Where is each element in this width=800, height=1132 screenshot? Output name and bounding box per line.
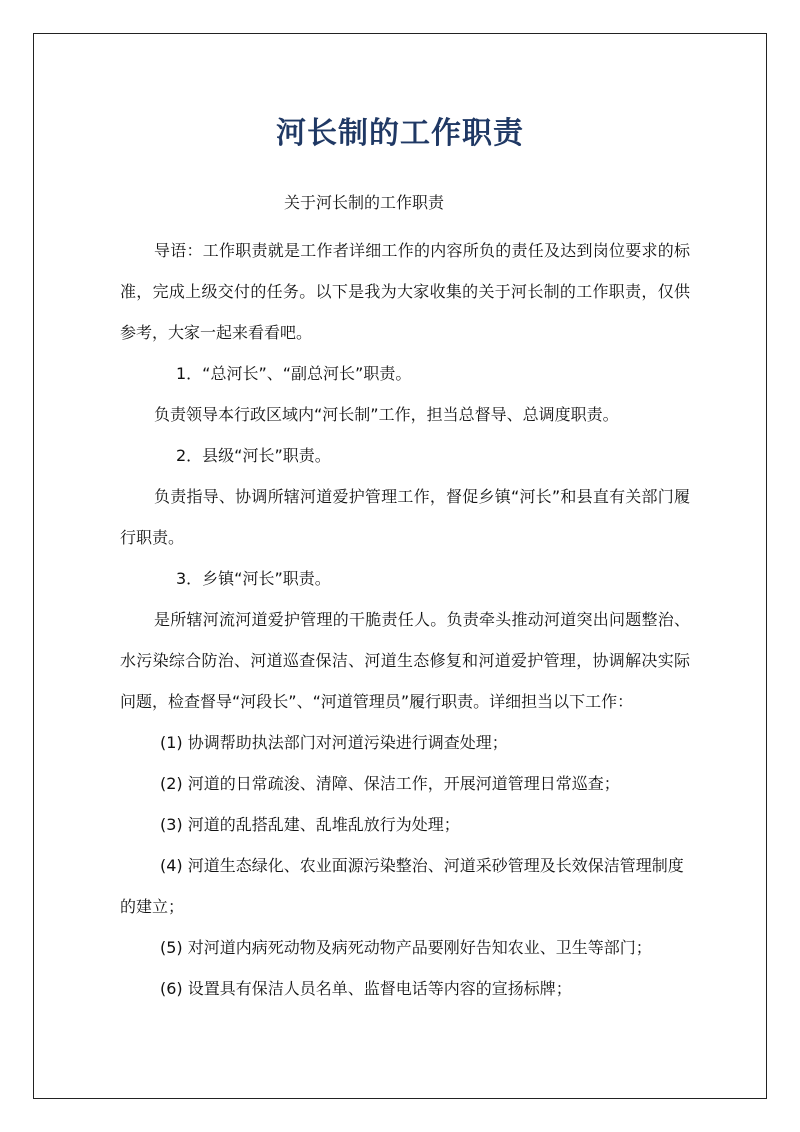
paragraph: 负责指导、协调所辖河道爱护管理工作，督促乡镇“河长”和县直有关部门履行职责。 (120, 487, 690, 547)
document-subtitle: 关于河长制的工作职责 (284, 193, 445, 212)
paragraph: 负责领导本行政区域内“河长制”工作，担当总督导、总调度职责。 (154, 405, 619, 424)
list-item: (4) 河道生态绿化、农业面源污染整治、河道采砂管理及长效保洁管理制度的建立； (120, 856, 684, 916)
paragraph: 导语：工作职责就是工作者详细工作的内容所负的责任及达到岗位要求的标准，完成上级交付的任务。以下是我为大家收集的关于河长制的工作职责，仅供参考，大家一起来看看吧。 (120, 241, 690, 342)
section-heading: 1．“总河长”、“副总河长”职责。 (176, 364, 412, 383)
section-heading: 2．县级“河长”职责。 (176, 446, 331, 465)
document-body (120, 230, 690, 1009)
list-item: (2) 河道的日常疏浚、清障、保洁工作，开展河道管理日常巡查； (160, 774, 620, 793)
list-item: (3) 河道的乱搭乱建、乱堆乱放行为处理； (160, 815, 460, 834)
document-title: 河长制的工作职责 (276, 116, 524, 151)
paragraph: 是所辖河流河道爱护管理的干脆责任人。负责牵头推动河道突出问题整治、水污染综合防治、河道巡查保洁、河道生态修复和河道爱护管理，协调解决实际问题，检查督导“河段长”、“河道管理员”履行职责。详细担当以下工作： (120, 610, 690, 711)
list-item: (1) 协调帮助执法部门对河道污染进行调查处理； (160, 733, 508, 752)
list-item: (6) 设置具有保洁人员名单、监督电话等内容的宣扬标牌； (160, 979, 572, 998)
list-item: (5) 对河道内病死动物及病死动物产品要刚好告知农业、卫生等部门； (160, 938, 652, 957)
section-heading: 3．乡镇“河长”职责。 (176, 569, 331, 588)
